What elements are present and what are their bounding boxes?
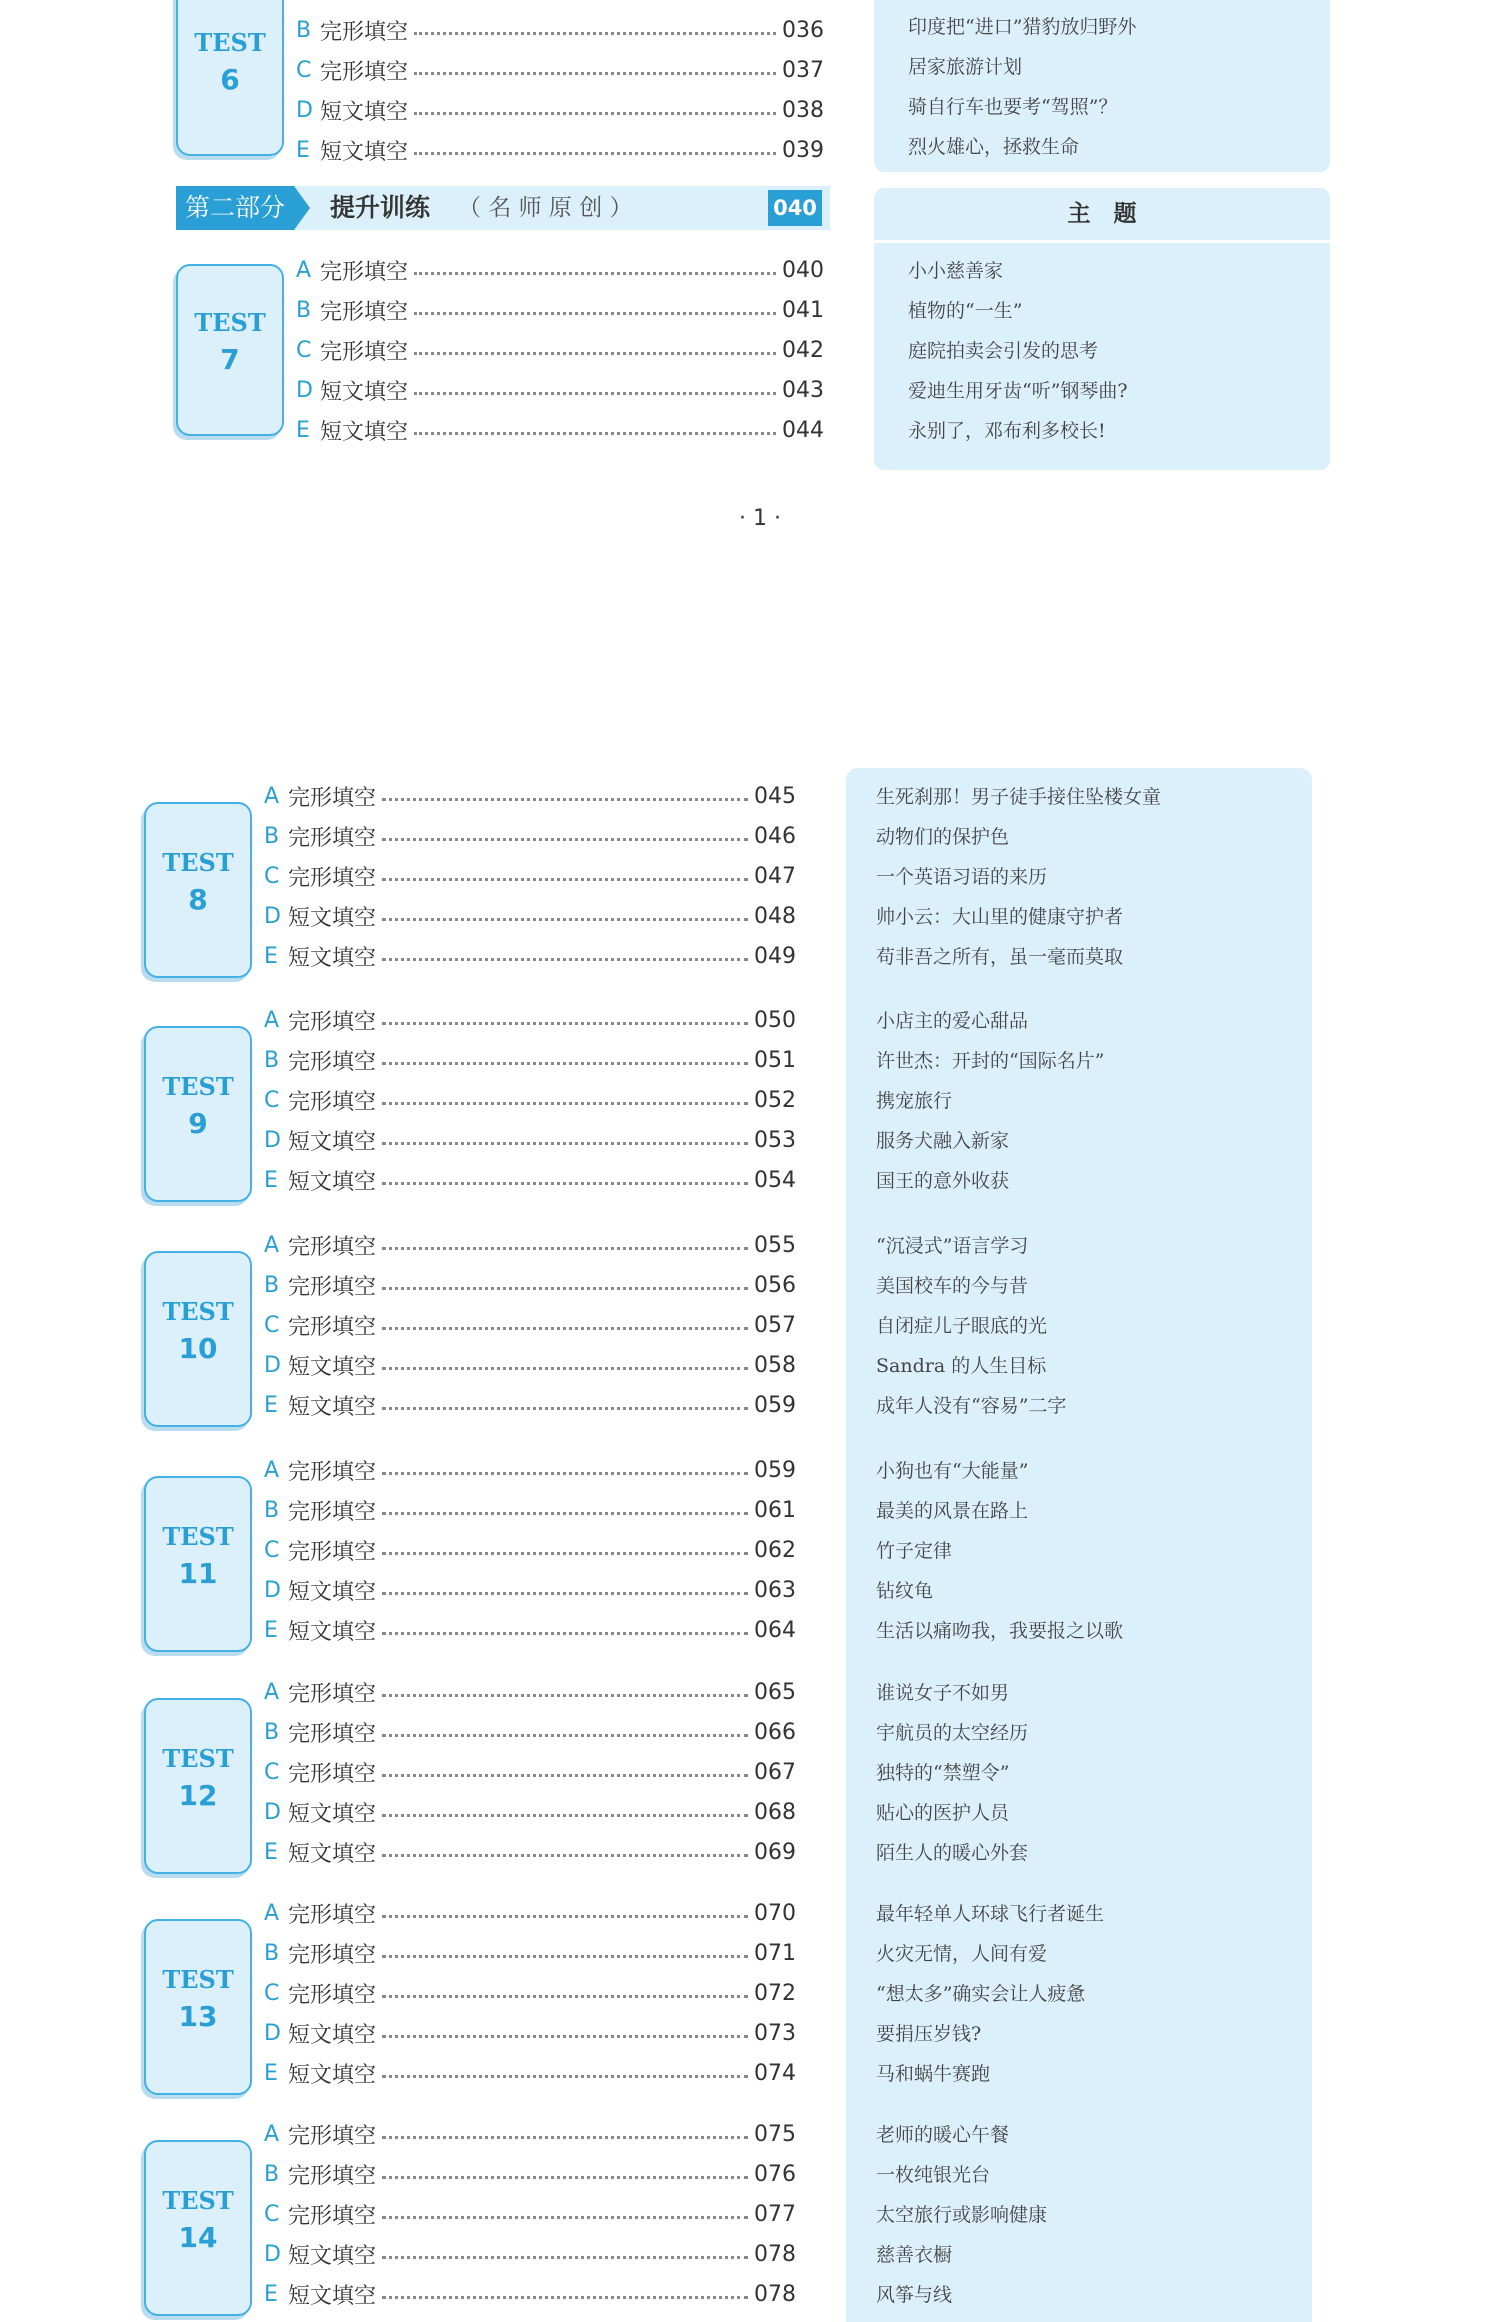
item-page: 041 xyxy=(782,297,824,323)
leader-dots xyxy=(414,352,776,355)
test-label: TEST xyxy=(162,2186,234,2215)
toc-row[interactable] xyxy=(296,92,824,128)
item-name: 完形填空 xyxy=(288,1234,377,1260)
item-name: 完形填空 xyxy=(288,1681,377,1707)
item-page: 052 xyxy=(754,1087,796,1113)
item-letter: E xyxy=(264,1839,278,1865)
item-name: 完形填空 xyxy=(288,865,377,891)
item-name: 完形填空 xyxy=(288,2123,377,2149)
item-name: 完形填空 xyxy=(288,1942,377,1968)
item-letter: B xyxy=(264,1047,280,1073)
leader-dots xyxy=(414,272,776,275)
item-name: 短文填空 xyxy=(288,2062,377,2088)
leader-dots xyxy=(382,2256,748,2259)
item-letter: E xyxy=(264,2060,278,2086)
item-page: 077 xyxy=(754,2201,796,2227)
item-name: 完形填空 xyxy=(320,299,409,325)
item-name: 短文填空 xyxy=(288,1619,377,1645)
item-name: 完形填空 xyxy=(288,1499,377,1525)
toc-row[interactable] xyxy=(264,778,796,814)
item-letter: E xyxy=(264,943,278,969)
item-name: 完形填空 xyxy=(288,785,377,811)
toc-row[interactable] xyxy=(264,1674,796,1710)
leader-dots xyxy=(382,1632,748,1635)
toc-row[interactable] xyxy=(264,1935,796,1971)
topic-text: 骑自行车也要考“驾照”？ xyxy=(908,96,1118,118)
item-letter: E xyxy=(264,2281,278,2307)
topic-text: 钻纹龟 xyxy=(876,1580,934,1602)
item-name: 完形填空 xyxy=(288,2163,377,2189)
item-name: 短文填空 xyxy=(288,905,377,931)
item-page: 058 xyxy=(754,1352,796,1378)
leader-dots xyxy=(382,1512,748,1515)
leader-dots xyxy=(382,1995,748,1998)
item-letter: B xyxy=(264,1497,280,1523)
item-page: 056 xyxy=(754,1272,796,1298)
item-page: 050 xyxy=(754,1007,796,1033)
item-letter: B xyxy=(296,17,312,43)
item-letter: A xyxy=(296,257,312,283)
item-name: 完形填空 xyxy=(288,1314,377,1340)
leader-dots xyxy=(382,1552,748,1555)
toc-row[interactable] xyxy=(264,898,796,934)
item-page: 061 xyxy=(754,1497,796,1523)
test-number: 13 xyxy=(178,2000,218,2033)
toc-row[interactable] xyxy=(296,412,824,448)
item-page: 047 xyxy=(754,863,796,889)
toc-row[interactable] xyxy=(264,2196,796,2232)
item-letter: C xyxy=(264,1537,280,1563)
leader-dots xyxy=(414,432,776,435)
item-name: 短文填空 xyxy=(288,1354,377,1380)
test-tab-14 xyxy=(144,2140,252,2316)
toc-row[interactable] xyxy=(264,1267,796,1303)
topic-text: 宇航员的太空经历 xyxy=(876,1722,1029,1744)
test-label: TEST xyxy=(194,28,266,57)
item-page: 044 xyxy=(782,417,824,443)
topic-text: “沉浸式”语言学习 xyxy=(876,1235,1029,1257)
topic-text: 慈善衣橱 xyxy=(876,2244,953,2266)
item-letter: B xyxy=(264,823,280,849)
test-label: TEST xyxy=(162,1072,234,1101)
leader-dots xyxy=(382,1327,748,1330)
toc-row[interactable] xyxy=(296,132,824,168)
toc-row[interactable] xyxy=(264,1612,796,1648)
leader-dots xyxy=(382,1287,748,1290)
item-page: 049 xyxy=(754,943,796,969)
leader-dots xyxy=(382,958,748,961)
item-page: 073 xyxy=(754,2020,796,2046)
topic-text: 烈火雄心，拯救生命 xyxy=(908,136,1080,158)
toc-row[interactable] xyxy=(264,938,796,974)
item-page: 066 xyxy=(754,1719,796,1745)
toc-row[interactable] xyxy=(264,1975,796,2011)
item-page: 070 xyxy=(754,1900,796,1926)
item-page: 063 xyxy=(754,1577,796,1603)
item-letter: D xyxy=(264,903,281,929)
item-page: 072 xyxy=(754,1980,796,2006)
topic-text: 国王的意外收获 xyxy=(876,1170,1010,1192)
leader-dots xyxy=(382,1182,748,1185)
toc-row[interactable] xyxy=(264,1794,796,1830)
section-subtitle: （ 名 师 原 创 ） xyxy=(458,195,633,221)
test-number: 11 xyxy=(178,1557,218,1590)
item-name: 完形填空 xyxy=(288,1761,377,1787)
item-letter: E xyxy=(264,1617,278,1643)
toc-row[interactable] xyxy=(264,2276,796,2312)
item-name: 短文填空 xyxy=(288,1394,377,1420)
item-name: 完形填空 xyxy=(320,59,409,85)
leader-dots xyxy=(382,1407,748,1410)
leader-dots xyxy=(382,1062,748,1065)
topic-text: Sandra 的人生目标 xyxy=(876,1355,1047,1377)
toc-row[interactable] xyxy=(264,1347,796,1383)
item-name: 短文填空 xyxy=(288,1579,377,1605)
item-name: 完形填空 xyxy=(320,19,409,45)
toc-row[interactable] xyxy=(264,1532,796,1568)
item-page: 057 xyxy=(754,1312,796,1338)
item-name: 短文填空 xyxy=(288,1841,377,1867)
test-tab-7 xyxy=(176,264,284,436)
item-name: 短文填空 xyxy=(288,1801,377,1827)
item-letter: D xyxy=(264,2020,281,2046)
topic-text: 小小慈善家 xyxy=(908,260,1004,282)
toc-row[interactable] xyxy=(264,1452,796,1488)
toc-row[interactable] xyxy=(264,1307,796,1343)
topic-text: 要捐压岁钱? xyxy=(876,2023,982,2045)
test-tab-8 xyxy=(144,802,252,978)
topic-text: 贴心的医护人员 xyxy=(876,1802,1010,1824)
item-page: 036 xyxy=(782,17,824,43)
item-letter: E xyxy=(296,417,310,443)
item-letter: A xyxy=(264,783,280,809)
leader-dots xyxy=(382,2216,748,2219)
item-letter: C xyxy=(264,863,280,889)
item-page: 059 xyxy=(754,1457,796,1483)
test-number: 7 xyxy=(220,343,240,376)
item-name: 短文填空 xyxy=(320,379,409,405)
topic-text: 老师的暖心午餐 xyxy=(876,2124,1010,2146)
topic-text: 服务犬融入新家 xyxy=(876,1130,1010,1152)
item-name: 短文填空 xyxy=(320,419,409,445)
leader-dots xyxy=(382,2136,748,2139)
item-name: 完形填空 xyxy=(288,1902,377,1928)
toc-row[interactable] xyxy=(264,1227,796,1263)
toc-row[interactable] xyxy=(264,2236,796,2272)
item-page: 071 xyxy=(754,1940,796,1966)
leader-dots xyxy=(382,1734,748,1737)
leader-dots xyxy=(414,392,776,395)
test-label: TEST xyxy=(162,1522,234,1551)
leader-dots xyxy=(382,918,748,921)
item-letter: D xyxy=(264,1127,281,1153)
leader-dots xyxy=(382,1367,748,1370)
item-letter: B xyxy=(264,1940,280,1966)
topic-text: 生死刹那！男子徒手接住坠楼女童 xyxy=(876,786,1162,808)
topic-text: 庭院拍卖会引发的思考 xyxy=(908,340,1099,362)
item-letter: C xyxy=(296,57,312,83)
item-name: 短文填空 xyxy=(288,2283,377,2309)
item-letter: E xyxy=(264,1167,278,1193)
item-letter: B xyxy=(296,297,312,323)
item-page: 038 xyxy=(782,97,824,123)
toc-row[interactable] xyxy=(264,818,796,854)
topic-text: 独特的“禁塑令” xyxy=(876,1762,1010,1784)
test-number: 10 xyxy=(178,1332,218,1365)
item-name: 完形填空 xyxy=(288,1982,377,2008)
item-name: 短文填空 xyxy=(288,945,377,971)
test-tab-13 xyxy=(144,1919,252,2095)
item-letter: A xyxy=(264,1679,280,1705)
test-label: TEST xyxy=(162,1965,234,1994)
item-letter: C xyxy=(264,1312,280,1338)
item-letter: B xyxy=(264,2161,280,2187)
item-letter: C xyxy=(264,1759,280,1785)
item-name: 完形填空 xyxy=(288,1459,377,1485)
topic-text: 永别了，邓布利多校长! xyxy=(908,420,1106,442)
topic-text: 动物们的保护色 xyxy=(876,826,1010,848)
test-number: 14 xyxy=(178,2221,218,2254)
toc-row[interactable] xyxy=(264,2015,796,2051)
item-letter: D xyxy=(296,97,313,123)
toc-row[interactable] xyxy=(264,2156,796,2192)
item-page: 059 xyxy=(754,1392,796,1418)
toc-row[interactable] xyxy=(296,12,824,48)
topic-text: 风筝与线 xyxy=(876,2284,953,2306)
test-tab-6 xyxy=(176,0,284,156)
item-page: 076 xyxy=(754,2161,796,2187)
topic-text: 爱迪生用牙齿“听”钢琴曲? xyxy=(908,380,1128,402)
item-name: 完形填空 xyxy=(288,1049,377,1075)
topic-text: 植物的“一生” xyxy=(908,300,1023,322)
topic-text: 火灾无情，人间有爱 xyxy=(876,1943,1048,1965)
topic-text: 携宠旅行 xyxy=(876,1090,953,1112)
leader-dots xyxy=(382,2176,748,2179)
item-page: 037 xyxy=(782,57,824,83)
item-letter: A xyxy=(264,1007,280,1033)
topic-text: 自闭症儿子眼底的光 xyxy=(876,1315,1048,1337)
leader-dots xyxy=(382,1142,748,1145)
section-tag: 第二部分 xyxy=(176,186,294,230)
leader-dots xyxy=(382,1247,748,1250)
topic-text: 竹子定律 xyxy=(876,1540,953,1562)
topic-text: 生活以痛吻我，我要报之以歌 xyxy=(876,1620,1124,1642)
leader-dots xyxy=(382,2296,748,2299)
test-number: 12 xyxy=(178,1779,218,1812)
leader-dots xyxy=(382,878,748,881)
topic-text: 最年轻单人环球飞行者诞生 xyxy=(876,1903,1105,1925)
topic-text: 印度把“进口”猎豹放归野外 xyxy=(908,16,1137,38)
leader-dots xyxy=(414,152,776,155)
topic-text: 居家旅游计划 xyxy=(908,56,1023,78)
item-name: 完形填空 xyxy=(288,1089,377,1115)
item-page: 078 xyxy=(754,2241,796,2267)
item-name: 短文填空 xyxy=(320,139,409,165)
item-letter: C xyxy=(296,337,312,363)
item-letter: E xyxy=(296,137,310,163)
topic-text: 许世杰：开封的“国际名片” xyxy=(876,1050,1105,1072)
toc-row[interactable] xyxy=(296,332,824,368)
topic-text: “想太多”确实会让人疲惫 xyxy=(876,1983,1086,2005)
toc-row[interactable] xyxy=(264,858,796,894)
item-page: 043 xyxy=(782,377,824,403)
test-label: TEST xyxy=(162,848,234,877)
toc-row[interactable] xyxy=(264,1162,796,1198)
item-page: 051 xyxy=(754,1047,796,1073)
item-letter: D xyxy=(296,377,313,403)
item-letter: A xyxy=(264,1900,280,1926)
topic-text: 一枚纯银光台 xyxy=(876,2164,991,2186)
leader-dots xyxy=(382,798,748,801)
leader-dots xyxy=(382,1102,748,1105)
item-page: 064 xyxy=(754,1617,796,1643)
toc-row[interactable] xyxy=(264,2116,796,2152)
leader-dots xyxy=(382,1592,748,1595)
toc-row[interactable] xyxy=(264,1387,796,1423)
item-name: 短文填空 xyxy=(288,1129,377,1155)
toc-row[interactable] xyxy=(264,1082,796,1118)
section-page: 040 xyxy=(768,190,822,226)
leader-dots xyxy=(382,1022,748,1025)
topic-text: 一个英语习语的来历 xyxy=(876,866,1048,888)
toc-row[interactable] xyxy=(264,1754,796,1790)
toc-row[interactable] xyxy=(264,1895,796,1931)
item-letter: D xyxy=(264,2241,281,2267)
topic-column-header: 主 题 xyxy=(874,188,1330,243)
item-page: 068 xyxy=(754,1799,796,1825)
item-letter: D xyxy=(264,1352,281,1378)
item-letter: A xyxy=(264,1232,280,1258)
item-name: 短文填空 xyxy=(288,1169,377,1195)
topic-text: 美国校车的今与昔 xyxy=(876,1275,1029,1297)
item-letter: D xyxy=(264,1799,281,1825)
page-number: · 1 · xyxy=(739,506,781,531)
toc-row[interactable] xyxy=(296,372,824,408)
item-name: 完形填空 xyxy=(320,259,409,285)
leader-dots xyxy=(382,1915,748,1918)
item-letter: E xyxy=(264,1392,278,1418)
toc-row[interactable] xyxy=(264,1572,796,1608)
item-name: 完形填空 xyxy=(288,1539,377,1565)
leader-dots xyxy=(414,72,776,75)
test-tab-12 xyxy=(144,1698,252,1874)
item-page: 074 xyxy=(754,2060,796,2086)
test-label: TEST xyxy=(162,1744,234,1773)
leader-dots xyxy=(382,1955,748,1958)
leader-dots xyxy=(382,1814,748,1817)
toc-row[interactable] xyxy=(296,52,824,88)
item-letter: A xyxy=(264,1457,280,1483)
item-name: 完形填空 xyxy=(320,339,409,365)
leader-dots xyxy=(382,1854,748,1857)
item-page: 065 xyxy=(754,1679,796,1705)
toc-row[interactable] xyxy=(264,1122,796,1158)
item-name: 完形填空 xyxy=(288,2203,377,2229)
toc-row[interactable] xyxy=(264,2055,796,2091)
item-name: 短文填空 xyxy=(320,99,409,125)
toc-row[interactable] xyxy=(296,252,824,288)
topic-text: 小店主的爱心甜品 xyxy=(876,1010,1029,1032)
leader-dots xyxy=(382,2035,748,2038)
topic-text: 太空旅行或影响健康 xyxy=(876,2204,1048,2226)
test-tab-11 xyxy=(144,1476,252,1652)
topic-text: 马和蜗牛赛跑 xyxy=(876,2063,991,2085)
item-page: 042 xyxy=(782,337,824,363)
toc-row[interactable] xyxy=(264,1002,796,1038)
item-letter: C xyxy=(264,1980,280,2006)
leader-dots xyxy=(382,1472,748,1475)
item-name: 短文填空 xyxy=(288,2022,377,2048)
test-number: 8 xyxy=(188,883,208,916)
test-tab-9 xyxy=(144,1026,252,1202)
item-page: 075 xyxy=(754,2121,796,2147)
leader-dots xyxy=(414,112,776,115)
topic-text: 成年人没有“容易”二字 xyxy=(876,1395,1067,1417)
item-page: 067 xyxy=(754,1759,796,1785)
toc-row[interactable] xyxy=(264,1714,796,1750)
item-name: 完形填空 xyxy=(288,1274,377,1300)
topic-text: 小狗也有“大能量” xyxy=(876,1460,1029,1482)
item-page: 055 xyxy=(754,1232,796,1258)
topic-text: 苟非吾之所有，虽一毫而莫取 xyxy=(876,946,1124,968)
item-letter: C xyxy=(264,2201,280,2227)
test-number: 6 xyxy=(220,63,240,96)
leader-dots xyxy=(382,838,748,841)
item-name: 完形填空 xyxy=(288,1721,377,1747)
toc-row[interactable] xyxy=(296,292,824,328)
test-tab-10 xyxy=(144,1251,252,1427)
item-letter: A xyxy=(264,2121,280,2147)
item-page: 078 xyxy=(754,2281,796,2307)
topic-text: 最美的风景在路上 xyxy=(876,1500,1029,1522)
section-header-bar xyxy=(176,186,830,230)
toc-row[interactable] xyxy=(264,1492,796,1528)
item-letter: C xyxy=(264,1087,280,1113)
item-page: 040 xyxy=(782,257,824,283)
test-label: TEST xyxy=(194,308,266,337)
item-page: 048 xyxy=(754,903,796,929)
topic-text: 陌生人的暖心外套 xyxy=(876,1842,1029,1864)
item-name: 完形填空 xyxy=(288,825,377,851)
item-letter: D xyxy=(264,1577,281,1603)
toc-row[interactable] xyxy=(264,1834,796,1870)
item-page: 054 xyxy=(754,1167,796,1193)
leader-dots xyxy=(382,1694,748,1697)
item-page: 039 xyxy=(782,137,824,163)
item-page: 053 xyxy=(754,1127,796,1153)
item-page: 046 xyxy=(754,823,796,849)
item-page: 069 xyxy=(754,1839,796,1865)
test-label: TEST xyxy=(162,1297,234,1326)
toc-row[interactable] xyxy=(264,1042,796,1078)
leader-dots xyxy=(414,32,776,35)
item-letter: B xyxy=(264,1272,280,1298)
topic-text: 帅小云：大山里的健康守护者 xyxy=(876,906,1124,928)
section-arrow-icon xyxy=(294,186,310,230)
item-name: 短文填空 xyxy=(288,2243,377,2269)
item-page: 045 xyxy=(754,783,796,809)
leader-dots xyxy=(414,312,776,315)
item-name: 完形填空 xyxy=(288,1009,377,1035)
topic-text: 谁说女子不如男 xyxy=(876,1682,1010,1704)
section-title: 提升训练 xyxy=(330,193,431,222)
leader-dots xyxy=(382,2075,748,2078)
leader-dots xyxy=(382,1774,748,1777)
item-letter: B xyxy=(264,1719,280,1745)
item-page: 062 xyxy=(754,1537,796,1563)
test-number: 9 xyxy=(188,1107,208,1140)
